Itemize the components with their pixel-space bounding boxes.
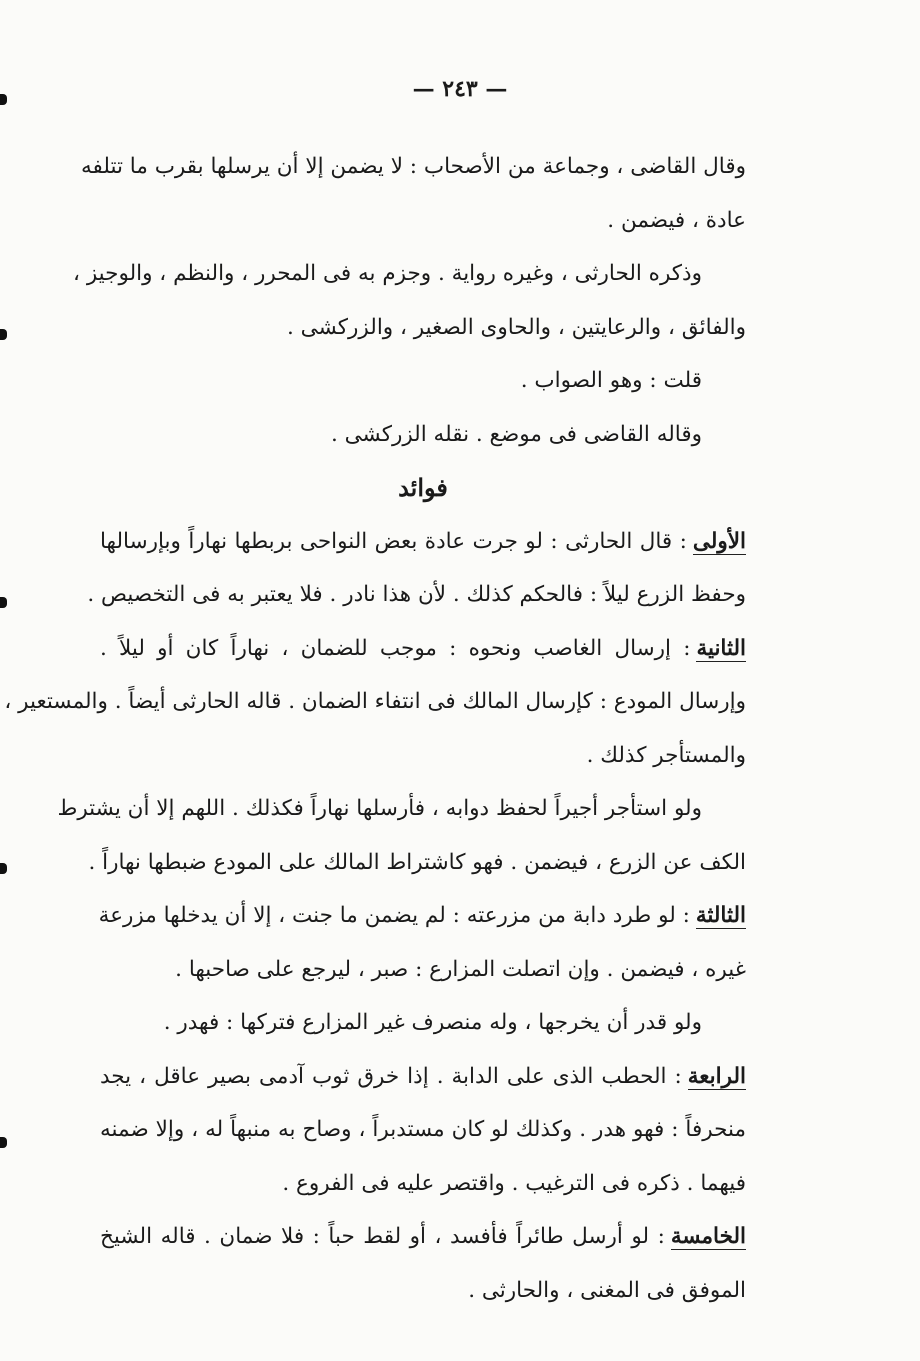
text-line — [88, 836, 746, 890]
point-label: الخامسة — [670, 1224, 746, 1249]
line-text: فيهما . ذكره فى الترغيب . واقتصر عليه فى الفروع . — [282, 1170, 746, 1196]
page-number: — ٢٤٣ — — [412, 76, 508, 102]
text-line — [73, 247, 746, 301]
binding-mark — [0, 329, 7, 340]
text-line — [100, 301, 746, 355]
section-heading — [100, 461, 746, 515]
heading-text: فوائد — [398, 473, 448, 502]
text-line — [100, 996, 746, 1050]
line-text: وذكره الحارثى ، وغيره رواية . وجزم به فى المحرر ، والنظم ، والوجيز ، — [73, 261, 702, 286]
line-text: عادة ، فيضمن . — [607, 207, 746, 233]
text-line — [100, 622, 746, 676]
text-line — [4, 675, 746, 729]
line-text: والمستأجر كذلك . — [586, 742, 746, 768]
line-text: وإرسال المودع : كإرسال المالك فى انتفاء الضمان . قاله الحارثى أيضاً . والمستعير ، — [4, 689, 746, 714]
text-line — [100, 1264, 746, 1318]
body-text — [4, 140, 746, 1317]
line-text: قلت : وهو الصواب . — [520, 368, 702, 393]
text-line — [100, 1050, 746, 1104]
text-line — [100, 729, 746, 783]
text-line — [100, 408, 746, 462]
line-text: ولو استأجر أجيراً لحفظ دوابه ، فأرسلها نهاراً فكذلك . اللهم إلا أن يشترط — [57, 796, 702, 821]
text-line — [80, 140, 746, 194]
line-text: الكف عن الزرع ، فيضمن . فهو كاشتراط المالك على المودع ضبطها نهاراً . — [88, 849, 746, 875]
binding-mark — [0, 597, 7, 608]
text-line — [100, 1157, 746, 1211]
point-label: الثالثة — [695, 903, 746, 928]
text-line — [100, 354, 746, 408]
text-line — [100, 515, 746, 569]
line-text: وحفظ الزرع ليلاً : فالحكم كذلك . لأن هذا نادر . فلا يعتبر به فى التخصيص . — [87, 582, 746, 607]
text-line — [100, 1103, 746, 1157]
line-text: : قال الحارثى : لو جرت عادة بعض النواحى بربطها نهاراً وبإرسالها — [100, 528, 687, 554]
text-line — [100, 1210, 746, 1264]
point-label: الرابعة — [687, 1063, 746, 1089]
line-text: الموفق فى المغنى ، والحارثى . — [468, 1277, 746, 1303]
text-line — [87, 568, 746, 622]
line-text: والفائق ، والرعايتين ، والحاوى الصغير ، والزركشى . — [287, 314, 746, 340]
text-line — [100, 194, 746, 248]
line-text: غيره ، فيضمن . وإن اتصلت المزارع : صبر ، ليرجع على صاحبها . — [175, 956, 746, 982]
text-line — [57, 782, 746, 836]
point-label: الثانية — [696, 635, 746, 661]
line-text: ولو قدر أن يخرجها ، وله منصرف غير المزارع فتركها : فهدر . — [163, 1010, 702, 1035]
line-text: منحرفاً : فهو هدر . وكذلك لو كان مستدبراً ، وصاح به منبهاً له ، وإلا ضمنه — [100, 1117, 746, 1142]
line-text: : لو طرد دابة من مزرعته : لم يضمن ما جنت ، إلا أن يدخلها مزرعة — [98, 903, 690, 928]
binding-mark — [0, 863, 7, 874]
text-line — [100, 889, 746, 943]
text-line — [100, 943, 746, 997]
point-label: الأولى — [692, 528, 746, 554]
line-text: وقال القاضى ، وجماعة من الأصحاب : لا يضمن إلا أن يرسلها بقرب ما تتلفه — [80, 154, 746, 179]
line-text: : لو أرسل طائراً فأفسد ، أو لقط حباً : فلا ضمان . قاله الشيخ — [100, 1224, 665, 1249]
line-text: وقاله القاضى فى موضع . نقله الزركشى . — [330, 421, 702, 447]
binding-mark — [0, 1137, 7, 1148]
line-text: : الحطب الذى على الدابة . إذا خرق ثوب آدمى بصير عاقل ، يجد — [100, 1063, 682, 1089]
line-text: : إرسال الغاصب ونحوه : موجب للضمان ، نهاراً كان أو ليلاً . — [100, 635, 691, 661]
